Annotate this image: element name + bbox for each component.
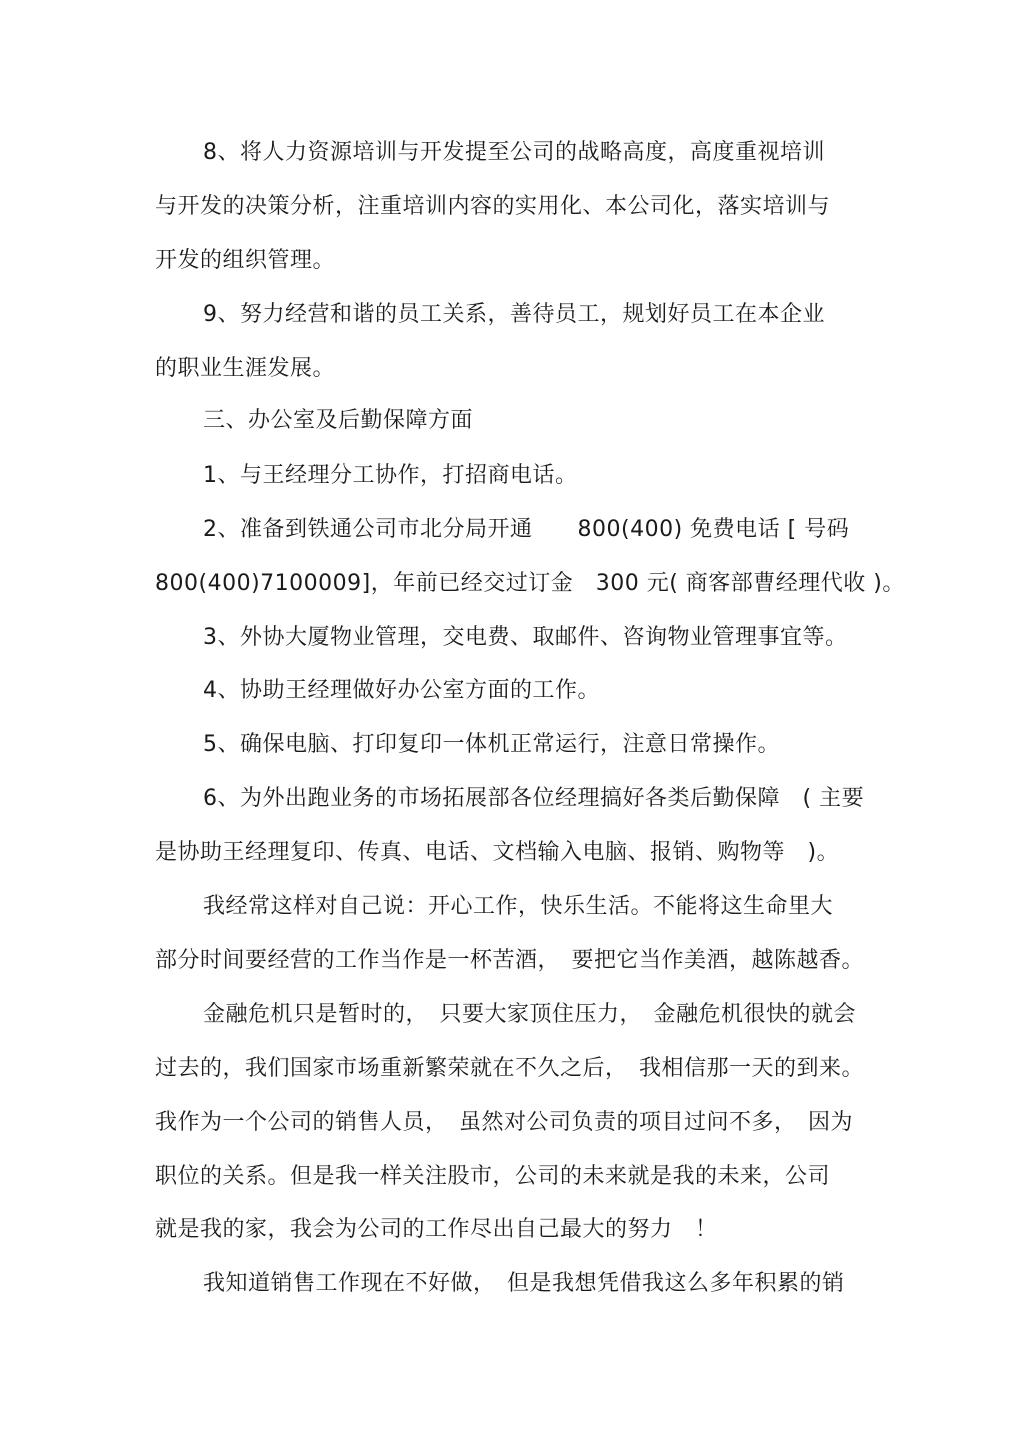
text-line: 5、确保电脑、打印复印一体机正常运行，注意日常操作。: [203, 732, 780, 757]
text-line: 我经常这样对自己说：开心工作，快乐生活。不能将这生命里大: [203, 894, 834, 919]
text-line: 的职业生涯发展。: [155, 356, 336, 381]
text-line: 部分时间要经营的工作当作是一杯苦酒， 要把它当作美酒，越陈越香。: [155, 948, 865, 973]
text-line: 开发的组织管理。: [155, 248, 336, 273]
text-line: 8、将人力资源培训与开发提至公司的战略高度，高度重视培训: [203, 140, 825, 165]
text-line: 我作为一个公司的销售人员， 虽然对公司负责的项目过问不多， 因为: [155, 1110, 854, 1135]
text-line: 我知道销售工作现在不好做， 但是我想凭借我这么多年积累的销: [203, 1271, 845, 1296]
text-line: 3、外协大厦物业管理，交电费、取邮件、咨询物业管理事宜等。: [203, 625, 848, 650]
text-line: 6、为外出跑业务的市场拓展部各位经理搞好各类后勤保障 ( 主要: [203, 786, 865, 811]
text-line: 金融危机只是暂时的， 只要大家顶住压力， 金融危机很快的就会: [203, 1002, 857, 1027]
section-heading: 三、办公室及后勤保障方面: [203, 408, 474, 433]
text-line: 1、与王经理分工协作，打招商电话。: [203, 463, 578, 488]
text-line: 是协助王经理复印、传真、电话、文档输入电脑、报销、购物等 )。: [155, 840, 840, 865]
text-line: 职位的关系。但是我一样关注股市，公司的未来就是我的未来，公司: [155, 1164, 831, 1189]
text-line: 2、准备到铁通公司市北分局开通 800(400) 免费电话 [ 号码: [203, 517, 850, 542]
text-line: 过去的，我们国家市场重新繁荣就在不久之后， 我相信那一天的到来。: [155, 1056, 865, 1081]
text-line: 9、努力经营和谐的员工关系，善待员工，规划好员工在本企业: [203, 302, 825, 327]
text-line: 4、协助王经理做好办公室方面的工作。: [203, 678, 600, 703]
text-line: 与开发的决策分析，注重培训内容的实用化、本公司化，落实培训与: [155, 194, 831, 219]
text-line: 800(400)7100009]，年前已经交过订金 300 元( 商客部曹经理代收 )。: [155, 571, 905, 596]
text-line: 就是我的家，我会为公司的工作尽出自己最大的努力 ！: [155, 1217, 718, 1242]
